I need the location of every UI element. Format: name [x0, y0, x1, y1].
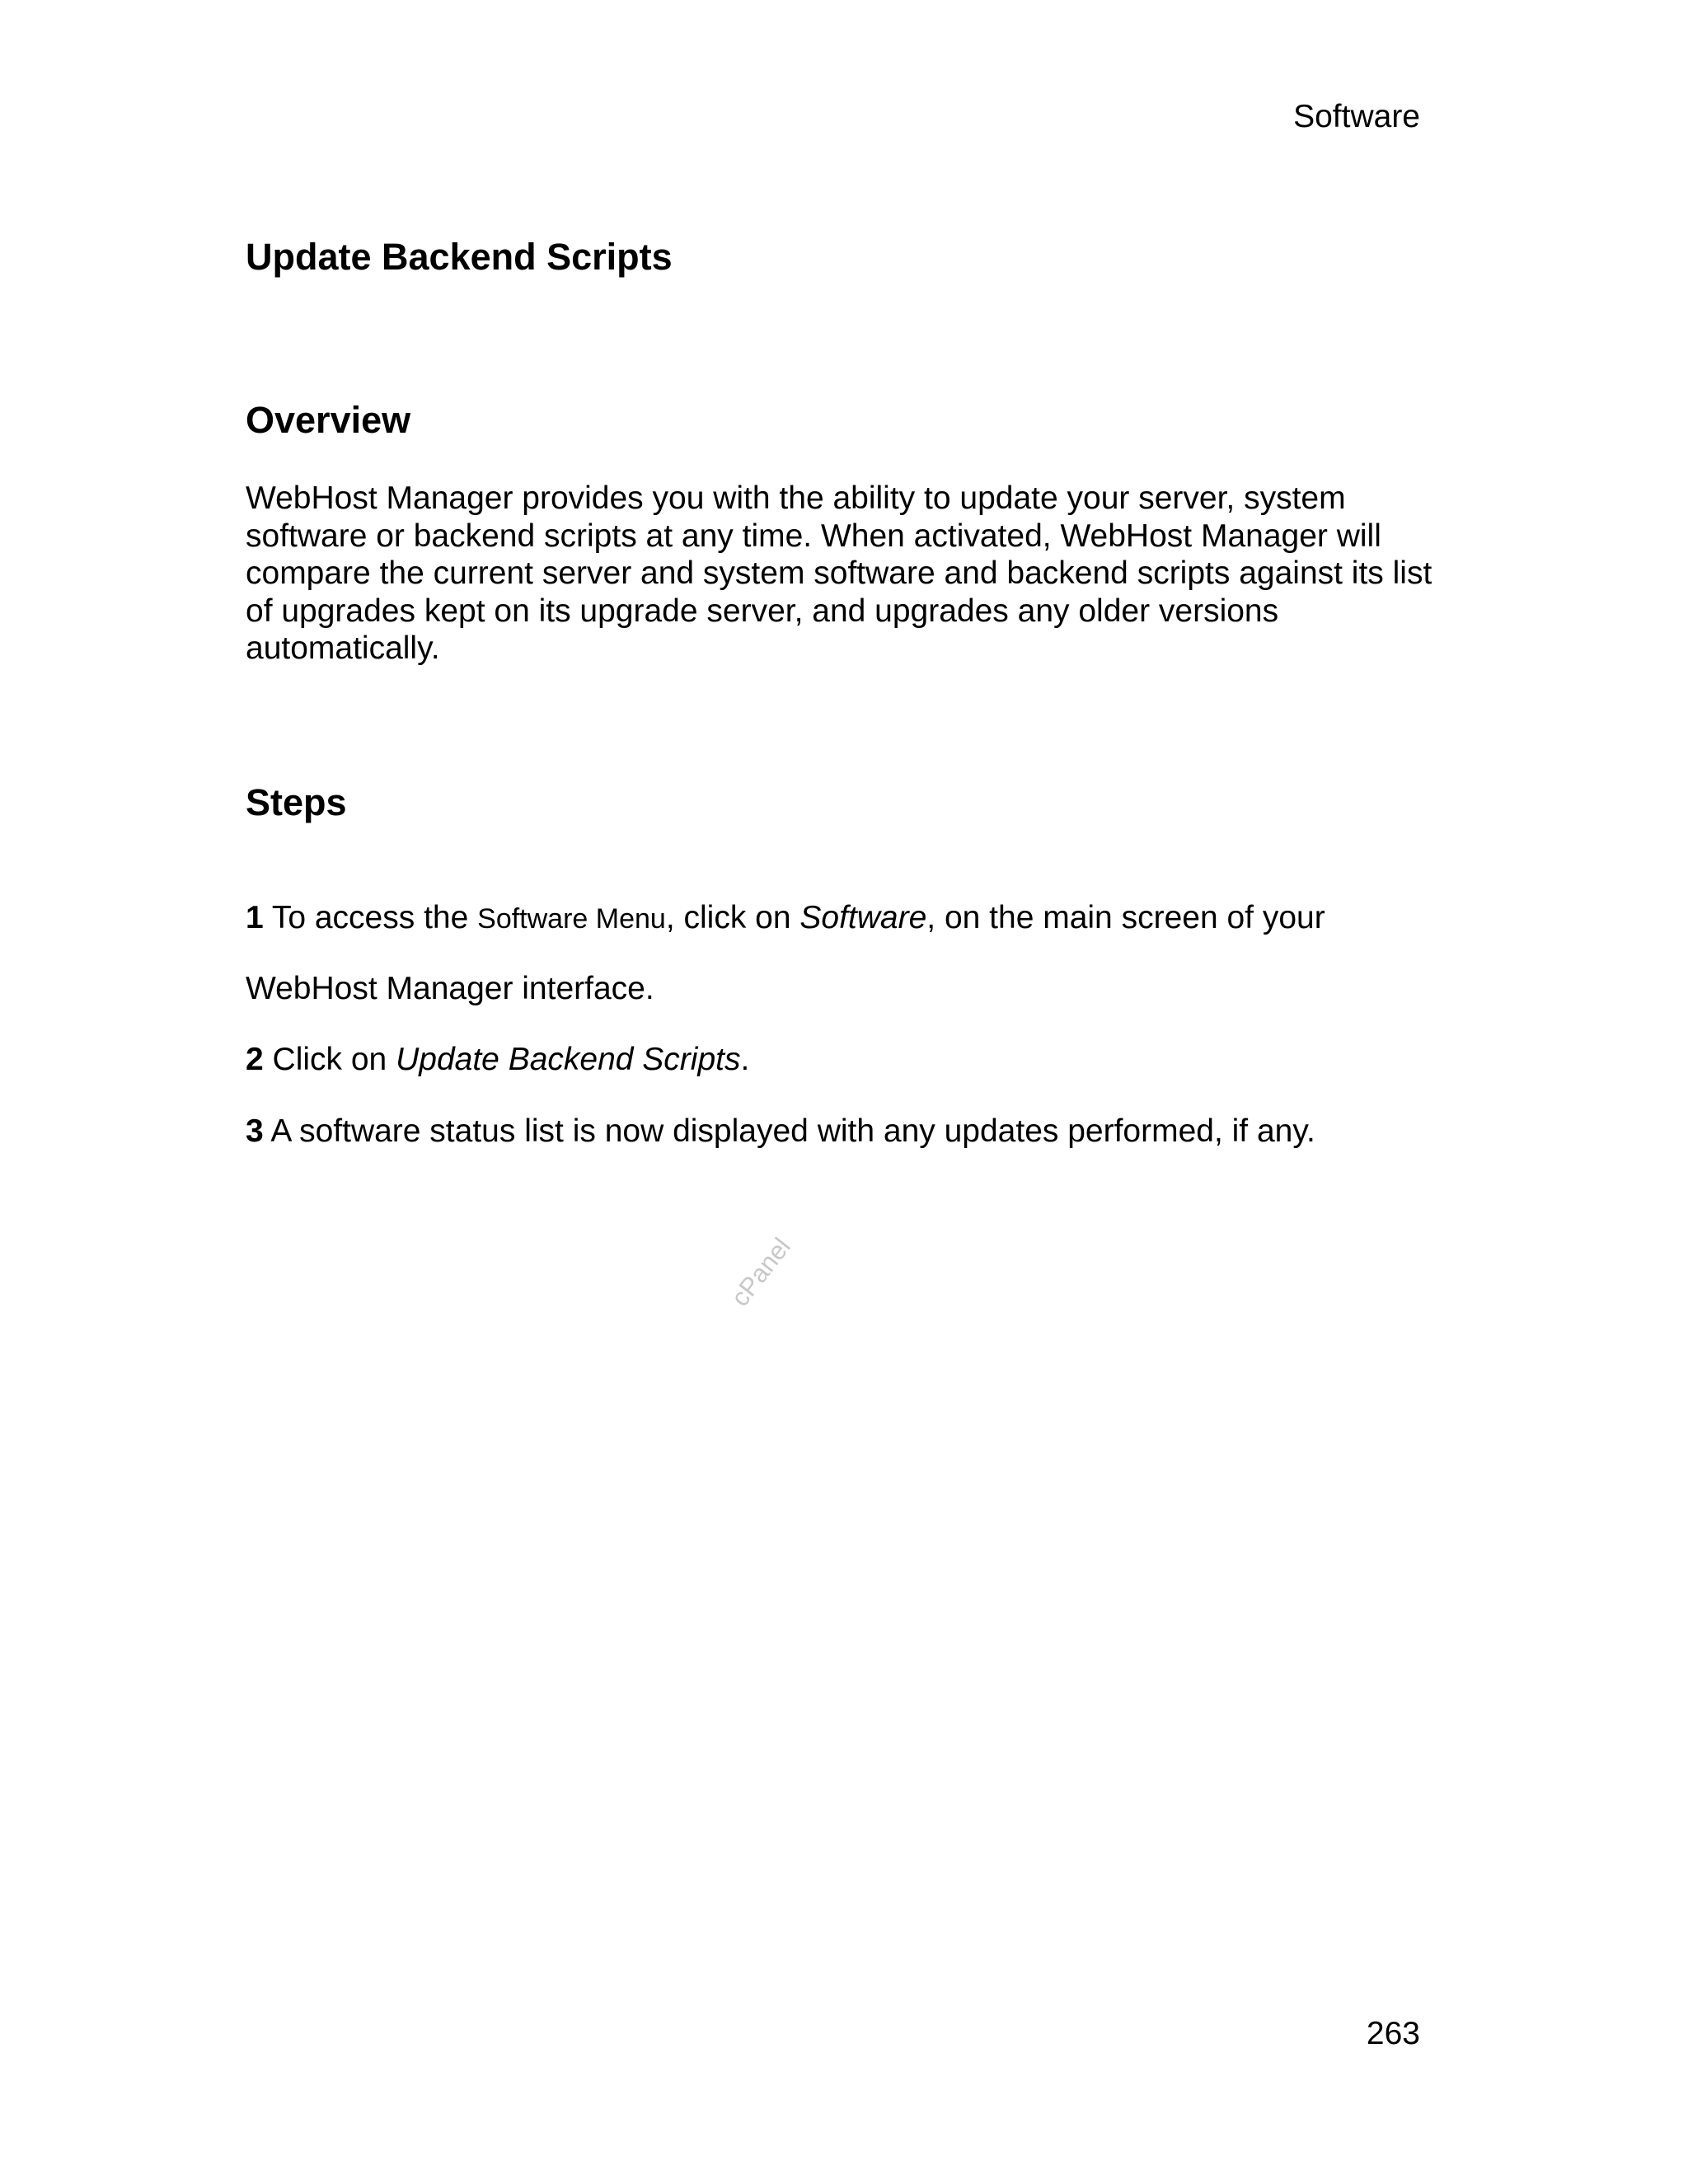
emphasis-text: Software: [799, 900, 927, 935]
running-header: Software: [1293, 99, 1420, 134]
steps-heading: Steps: [246, 781, 347, 823]
step-1-continuation: WebHost Manager interface.: [246, 971, 654, 1006]
page-title: Update Backend Scripts: [246, 236, 673, 278]
step-text: To access the: [263, 900, 478, 935]
step-number: 3: [246, 1113, 264, 1149]
step-2: [246, 1040, 1441, 1080]
step-text: .: [740, 1042, 750, 1077]
menu-reference: Software Menu: [477, 903, 666, 935]
watermark: cPanel: [725, 1232, 796, 1312]
step-text: A software status list is now displayed with any updates performed, if any.: [263, 1113, 1315, 1149]
overview-heading: Overview: [246, 399, 411, 441]
step-3: [246, 1112, 1441, 1151]
step-number: 2: [246, 1042, 264, 1077]
step-text: , on the main screen of your: [926, 900, 1325, 935]
page-number: 263: [1366, 2016, 1420, 2051]
step-text: , click on: [665, 900, 800, 935]
step-number: 1: [246, 900, 264, 935]
overview-paragraph: WebHost Manager provides you with the ability to update your server, system software or backend scripts at any time. When activated, WebHost Manager will compare the current server and system software and backend scripts against its list of upgrades kept on its upgrade server, and upgrades any older versions automatically.: [246, 480, 1432, 666]
emphasis-text: Update Backend Scripts: [396, 1042, 741, 1077]
step-1: [246, 898, 1441, 939]
step-text: Click on: [263, 1042, 396, 1077]
